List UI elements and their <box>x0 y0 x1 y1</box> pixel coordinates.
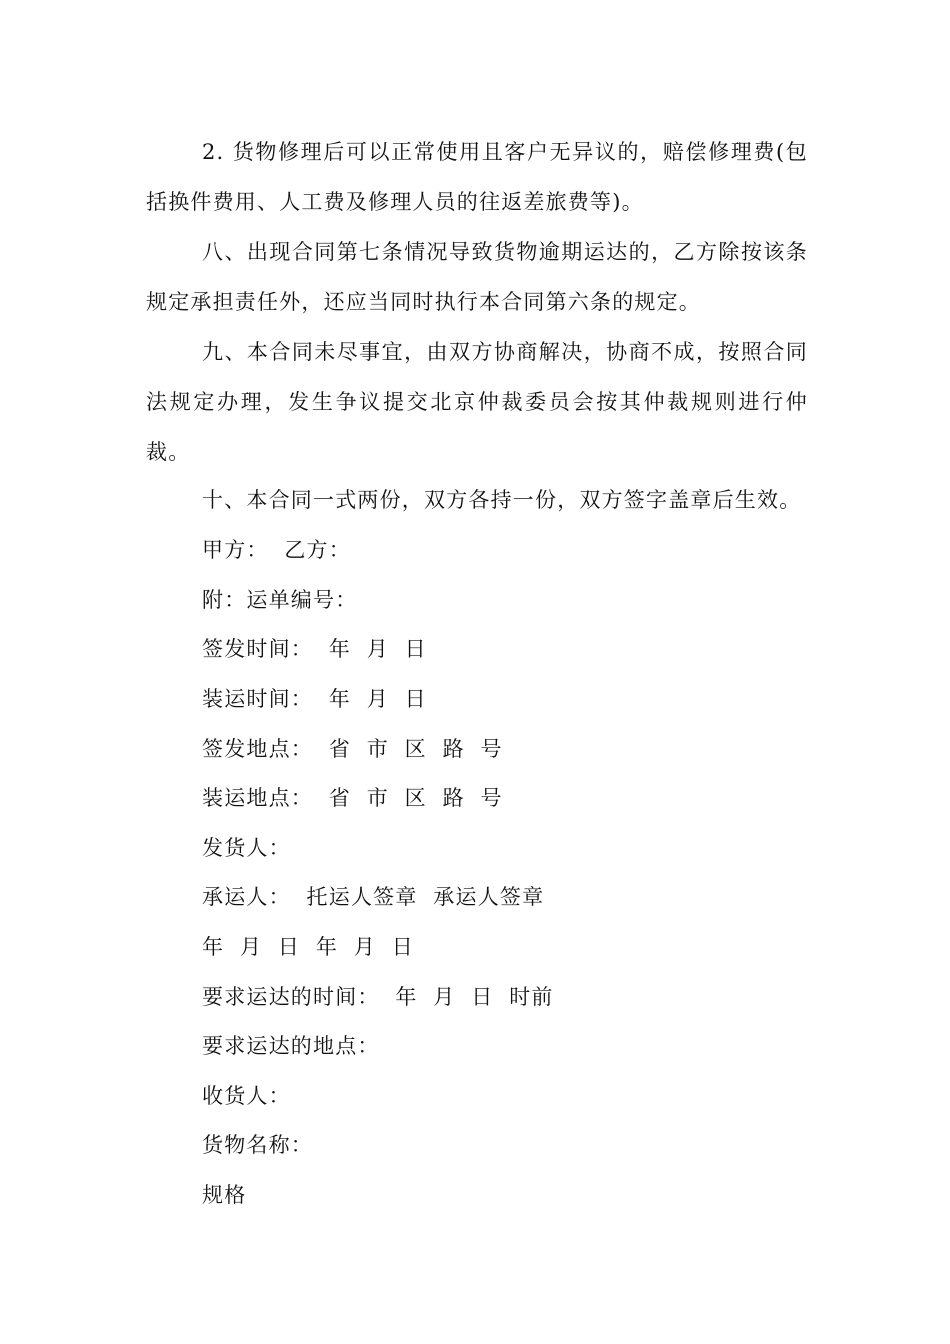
waybill-number-line: 附：运单编号： <box>202 588 358 612</box>
required-arrival-place-line: 要求运达的地点： <box>202 1034 380 1058</box>
carrier-line: 承运人： 托运人签章 承运人签章 <box>202 885 545 909</box>
clause-7-item-2: 2. 货物修理后可以正常使用且客户无异议的，赔偿修理费(包括换件费用、人工费及修理人员的往返差旅费等)。 <box>146 140 808 214</box>
consignee-line: 收货人： <box>202 1084 291 1108</box>
issue-place-line: 签发地点： 省 市 区 路 号 <box>202 737 503 761</box>
parties-line: 甲方： 乙方： <box>202 538 351 562</box>
shipper-line: 发货人： <box>202 836 291 860</box>
signature-dates-line: 年 月 日 年 月 日 <box>202 935 414 959</box>
issue-time-line: 签发时间： 年 月 日 <box>202 637 427 661</box>
specification-line: 规格 <box>202 1183 247 1207</box>
loading-time-line: 装运时间： 年 月 日 <box>202 687 427 711</box>
loading-place-line: 装运地点： 省 市 区 路 号 <box>202 786 503 810</box>
clause-9: 九、本合同未尽事宜，由双方协商解决，协商不成，按照合同法规定办理，发生争议提交北京仲裁委员会按其仲裁规则进行仲裁。 <box>146 340 808 464</box>
clause-10: 十、本合同一式两份，双方各持一份，双方签字盖章后生效。 <box>202 488 802 512</box>
required-arrival-time-line: 要求运达的时间： 年 月 日 时前 <box>202 985 554 1009</box>
clause-8: 八、出现合同第七条情况导致货物逾期运达的，乙方除按该条规定承担责任外，还应当同时执行本合同第六条的规定。 <box>146 240 808 314</box>
goods-name-line: 货物名称： <box>202 1133 313 1157</box>
